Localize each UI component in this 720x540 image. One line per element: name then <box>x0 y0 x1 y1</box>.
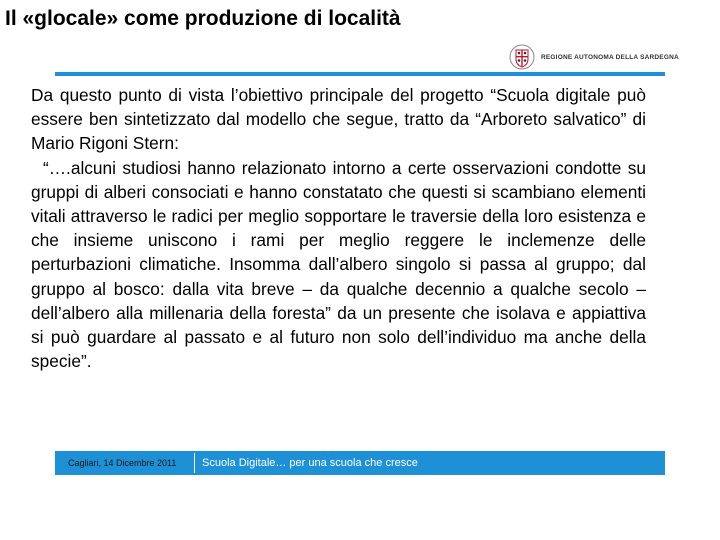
region-logo <box>509 42 679 72</box>
slide-body <box>31 83 646 373</box>
footer-tagline: Scuola Digitale… per una scuola che cresce <box>202 457 418 469</box>
footer-bar <box>55 451 665 475</box>
logo-text: REGIONE AUTONOMA DELLA SARDEGNA <box>541 53 679 61</box>
header-divider <box>55 72 665 76</box>
quote-paragraph: “….alcuni studiosi hanno relazionato intorno a certe osservazioni condotte su gruppi di alberi consociati e hanno constatato che questi si scambiano elementi vitali attraverso le radici per meglio sopportare le traversie della loro esistenza e che insieme uniscono i rami per meglio reggere le inclemenze delle perturbazioni climatiche. Insomma dall’albero singolo si passa al gruppo; dal gruppo al bosco: dalla vita breve – da qualche decennio a qualche secolo – dell’albero alla millenaria della foresta” da un presente che isolava e appiattiva si può guardare al passato e al futuro non solo dell’individuo ma anche della specie”. <box>31 157 646 372</box>
footer-date: Cagliari, 14 Dicembre 2011 <box>68 458 177 468</box>
page-title: Il «glocale» come produzione di località <box>5 7 401 30</box>
coat-of-arms-icon <box>509 44 535 70</box>
intro-paragraph: Da questo punto di vista l’obiettivo principale del progetto “Scuola digitale può essere ben sintetizzato dal modello che segue, tratto da “Arboreto salvatico” di Mario Rigoni Stern: <box>31 85 646 154</box>
footer-divider <box>194 453 195 473</box>
